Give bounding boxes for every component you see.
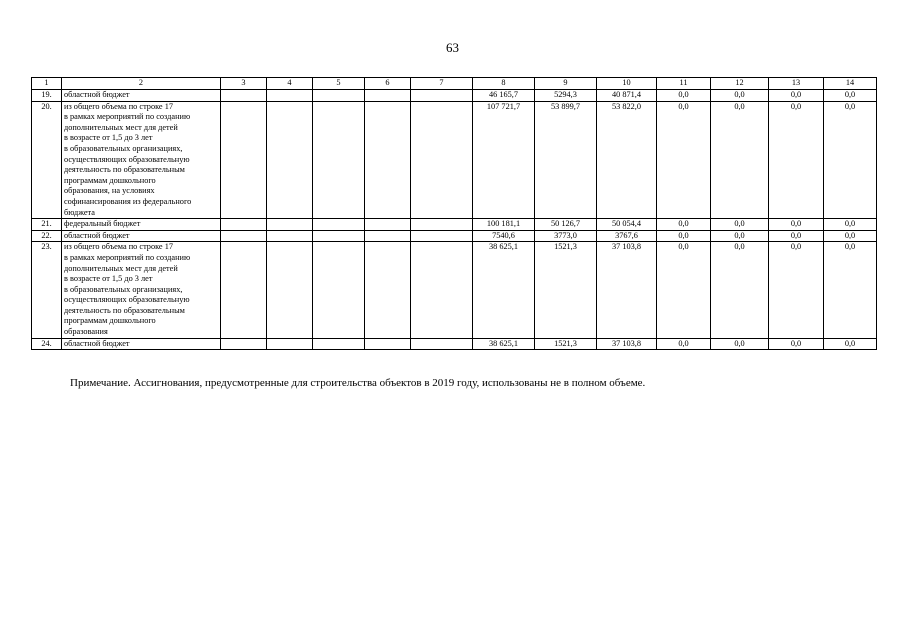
cell-col12: 0,0 (711, 101, 769, 219)
cell-col13: 0,0 (769, 242, 824, 338)
cell-col9: 1521,3 (535, 242, 597, 338)
column-header: 5 (313, 78, 365, 90)
cell-col14: 0,0 (824, 219, 877, 231)
row-number: 23. (32, 242, 62, 338)
cell-col13: 0,0 (769, 219, 824, 231)
cell-col5 (313, 90, 365, 102)
cell-col9: 1521,3 (535, 338, 597, 350)
cell-col5 (313, 242, 365, 338)
cell-col5 (313, 230, 365, 242)
cell-col3 (221, 338, 267, 350)
cell-col3 (221, 101, 267, 219)
cell-col9: 50 126,7 (535, 219, 597, 231)
cell-col7 (411, 242, 473, 338)
cell-col4 (267, 90, 313, 102)
cell-col11: 0,0 (657, 338, 711, 350)
cell-col8: 38 625,1 (473, 242, 535, 338)
cell-col7 (411, 230, 473, 242)
cell-col9: 53 899,7 (535, 101, 597, 219)
cell-col5 (313, 338, 365, 350)
cell-col6 (365, 242, 411, 338)
table-row (32, 338, 877, 350)
row-number: 22. (32, 230, 62, 242)
cell-col11: 0,0 (657, 101, 711, 219)
column-header: 3 (221, 78, 267, 90)
table-row (32, 230, 877, 242)
table-header-row (32, 78, 877, 90)
cell-col10: 53 822,0 (597, 101, 657, 219)
cell-col12: 0,0 (711, 230, 769, 242)
budget-table (31, 77, 877, 350)
cell-col8: 46 165,7 (473, 90, 535, 102)
cell-col14: 0,0 (824, 101, 877, 219)
cell-col4 (267, 101, 313, 219)
cell-col14: 0,0 (824, 90, 877, 102)
row-description: областной бюджет (62, 90, 221, 102)
cell-col7 (411, 90, 473, 102)
cell-col12: 0,0 (711, 242, 769, 338)
cell-col13: 0,0 (769, 338, 824, 350)
cell-col14: 0,0 (824, 230, 877, 242)
cell-col7 (411, 101, 473, 219)
column-header: 4 (267, 78, 313, 90)
cell-col7 (411, 219, 473, 231)
cell-col10: 37 103,8 (597, 242, 657, 338)
cell-col13: 0,0 (769, 230, 824, 242)
cell-col12: 0,0 (711, 219, 769, 231)
footnote: Примечание. Ассигнования, предусмотренные для строительства объектов в 2019 году, использованы не в полном объеме. (70, 377, 646, 389)
cell-col14: 0,0 (824, 242, 877, 338)
row-description: из общего объема по строке 17 в рамках мероприятий по созданию дополнительных мест для детей в возрасте от 1,5 до 3 лет в образовательных организациях, осуществляющих образовательную деятельность по образовательным программам дошкольного образования (62, 242, 221, 338)
cell-col3 (221, 230, 267, 242)
column-header: 13 (769, 78, 824, 90)
row-number: 24. (32, 338, 62, 350)
cell-col6 (365, 90, 411, 102)
cell-col5 (313, 101, 365, 219)
column-header: 12 (711, 78, 769, 90)
cell-col10: 50 054,4 (597, 219, 657, 231)
table-row (32, 90, 877, 102)
cell-col9: 3773,0 (535, 230, 597, 242)
cell-col10: 37 103,8 (597, 338, 657, 350)
cell-col4 (267, 230, 313, 242)
row-description: из общего объема по строке 17 в рамках мероприятий по созданию дополнительных мест для детей в возрасте от 1,5 до 3 лет в образовательных организациях, осуществляющих образовательную деятельность по образовательным программам дошкольного образования, на условиях софинансирования из федерального бюджета (62, 101, 221, 219)
cell-col6 (365, 338, 411, 350)
row-description: областной бюджет (62, 230, 221, 242)
cell-col7 (411, 338, 473, 350)
cell-col8: 7540,6 (473, 230, 535, 242)
cell-col4 (267, 338, 313, 350)
row-description: федеральный бюджет (62, 219, 221, 231)
column-header: 11 (657, 78, 711, 90)
table-row (32, 101, 877, 219)
cell-col3 (221, 90, 267, 102)
row-number: 20. (32, 101, 62, 219)
cell-col13: 0,0 (769, 90, 824, 102)
column-header: 1 (32, 78, 62, 90)
cell-col11: 0,0 (657, 230, 711, 242)
table-row (32, 242, 877, 338)
cell-col8: 38 625,1 (473, 338, 535, 350)
cell-col6 (365, 230, 411, 242)
cell-col14: 0,0 (824, 338, 877, 350)
cell-col11: 0,0 (657, 90, 711, 102)
cell-col4 (267, 242, 313, 338)
cell-col3 (221, 219, 267, 231)
cell-col8: 107 721,7 (473, 101, 535, 219)
row-number: 21. (32, 219, 62, 231)
cell-col12: 0,0 (711, 338, 769, 350)
cell-col4 (267, 219, 313, 231)
cell-col11: 0,0 (657, 219, 711, 231)
column-header: 8 (473, 78, 535, 90)
column-header: 2 (62, 78, 221, 90)
cell-col12: 0,0 (711, 90, 769, 102)
table-row (32, 219, 877, 231)
column-header: 10 (597, 78, 657, 90)
page-number: 63 (446, 40, 459, 55)
cell-col8: 100 181,1 (473, 219, 535, 231)
row-number: 19. (32, 90, 62, 102)
cell-col3 (221, 242, 267, 338)
cell-col5 (313, 219, 365, 231)
column-header: 6 (365, 78, 411, 90)
column-header: 14 (824, 78, 877, 90)
cell-col10: 40 871,4 (597, 90, 657, 102)
cell-col9: 5294,3 (535, 90, 597, 102)
column-header: 9 (535, 78, 597, 90)
cell-col11: 0,0 (657, 242, 711, 338)
cell-col10: 3767,6 (597, 230, 657, 242)
cell-col13: 0,0 (769, 101, 824, 219)
cell-col6 (365, 101, 411, 219)
cell-col6 (365, 219, 411, 231)
column-header: 7 (411, 78, 473, 90)
row-description: областной бюджет (62, 338, 221, 350)
